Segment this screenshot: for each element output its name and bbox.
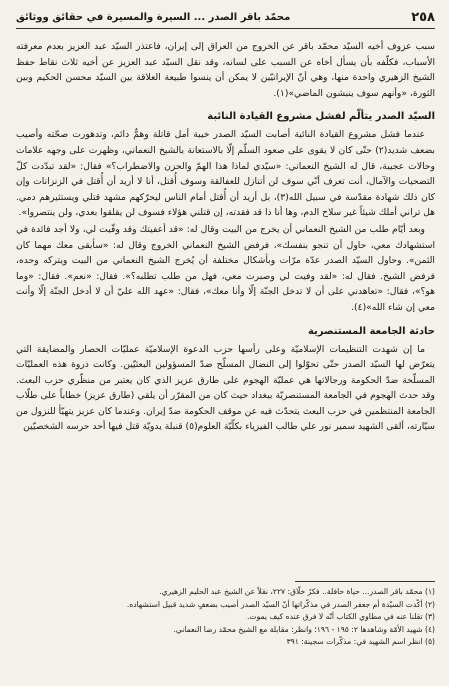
book-page <box>0 6 449 686</box>
footnotes <box>16 586 435 649</box>
page-header <box>16 6 435 29</box>
section-heading: السيّد الصدر يتألّم لفشل مشروع القيادة النائبة <box>207 111 435 123</box>
paragraph: وبعد أيّام طلب من الشيخ النعماني أن يخرج من البيت وقال له: «قد أعفيتك وقد وفّيت لي، ولا أجد فائدة في استشهادك معي، حاول أن تنجو بنفسك»، فرفض الشيخ النعماني الخروج وقال له: «سأبقى معك مهما كان الثمن». وحاول السيّد الصدر عدّة مرّات وبأشكال مختلفة أن يُخرج الشيخ النعماني من البيت ويتركه وحده، فرفض الشيخ. فقال له: «لقد وفيت لي وصبرت معي، فهل من طلب تطلبه؟». فقال: «نعم». فقال: «وما هو؟»، فقال: «تعاهدني على أن لا تدخل الجنّة إلّا وأنا معك»، فقال: «عهد الله عليّ أن لا أدخل الجنّة إلّا وأنت معي إن شاء الله»(٤). <box>16 223 435 313</box>
page-number: ٢٥٨ <box>411 9 435 25</box>
footnote-separator <box>295 581 435 582</box>
footnote: (٥) انظر اسم الشهيد في: مذكّرات سجينة: ٣٩١ <box>286 637 435 647</box>
paragraph: عندما فشل مشروع القيادة النائبة أصابت السيّد الصدر خيبة أمل قاتلة وهمٌّ دائم، وتدهورت صحّته وأصيب بضعف شديد(٢) حتّى كان لا يقوى على صعود السلّم إلّا بالاستعانة بالشيخ النعماني، وظهرت على وجهه علامات وحالات عجيبة، قال له الشيخ النعماني: «سيّدي لماذا هذا الهمّ والحزن والاضطراب؟» فقال: «لقد تبدّدت كلّ التضحيات والآمال، أنت تعرف أنّي سوف لن أتنازل للعفالقة وسوف أُقتل، أنا لا أريد أن أُقتل في الزنزانات وإن كان ذلك شهادة مقدّسة في سبيل الله(٣)، بل أريد أن أُقتل أمام الناس ليحرّكهم مشهد قتلي ويستثيرهم دمي. هل تراني أملك شيئاً غير سلاح الدم، وها أنا ذا قد فقدته، إن قتلني هؤلاء فسوف لن يقلقوا بعدي، ولن ينتصروا». <box>16 129 435 219</box>
section-heading: حادثة الجامعة المستنصرية <box>307 325 435 337</box>
page-body <box>16 39 435 435</box>
running-title: محمّد باقر الصدر ... السيرة والمسيرة في حقائق ووثائق <box>16 11 291 23</box>
footnote: (٤) شهيد الأمّة وشاهدها ٢: ١٩٥ - ١٩٦؛ وانظر: مقابلة مع الشيخ محمّد رضا النعماني. <box>173 624 435 634</box>
paragraph: سبب عزوف أخيه السيّد محمّد باقر عن الخروج من العراق إلى إيران، فاعتذر السيّد عبد العزيز بعدم معرفته الأسباب، فكلّفه بأن يسأل أخاه عن السبب على لسانه، وقد نقل السيّد عبد العزيز عن أخيه ثلاث نقاط حفظ الشيخ الزهيري واحدة منها، وهي أنّ الإيرانيّين لا يمكن أن ينسوا طبيعة العلاقة بين السيّد محسن الحكيم وبين الثورة، «وأنهم سوف ينبشون الماضي»(١). <box>16 41 435 99</box>
footnote: (٣) تقلنا عنه في مطاوي الكتاب أنّه لا فرق عنده كيف يموت. <box>247 612 435 622</box>
footnote: (٢) أكّدت السيّدة أم جعفر الصدر في مذكّراتها أنّ السيّد الصدر أصيب بضعفٍ شديد قبيل استشهاده. <box>126 599 435 609</box>
paragraph: ما إن شهدت التنظيمات الإسلاميّة وعلى رأسها حزب الدعوة الإسلاميّة عمليّات الحصار والمضايقة التي يتعرّض لها السيّد الصدر حتّى تحوّلوا إلى النضال المسلّح ضدّ المسؤولين البعثيّين. وكانت ذروة هذه العمليّات المسلّحة ضدّ الحكومة ورجالاتها هي عمليّة الهجوم على طارق عزيز الذي كان يعتبر من منظّري حزب البعث. وقد حدث الهجوم في الجامعة المستنصريّة ببغداد حيث كان من المقرّر أن يلقي (طارق عزيز) خطاباً على طلّاب الجامعة المنتظمين في حزب البعث يتحدّث فيه عن موقف الحكومة ضدّ إيران. وعندما كان عزيز يتهيّأ للنزول من سيّارته، ألقى الشهيد سمير نور علي طالب الفيزياء بكلّيّة العلوم(٥) قنبلة يدويّة قتل فيها أحد حرسه الشخصيّين <box>16 343 435 433</box>
footnote: (١) محمّد باقر الصدر... حياة حافلة.. فكرٌ خلّاق: ٢٢٧، نقلاً عن الشيخ عبد الحليم الزهيري. <box>159 587 435 596</box>
